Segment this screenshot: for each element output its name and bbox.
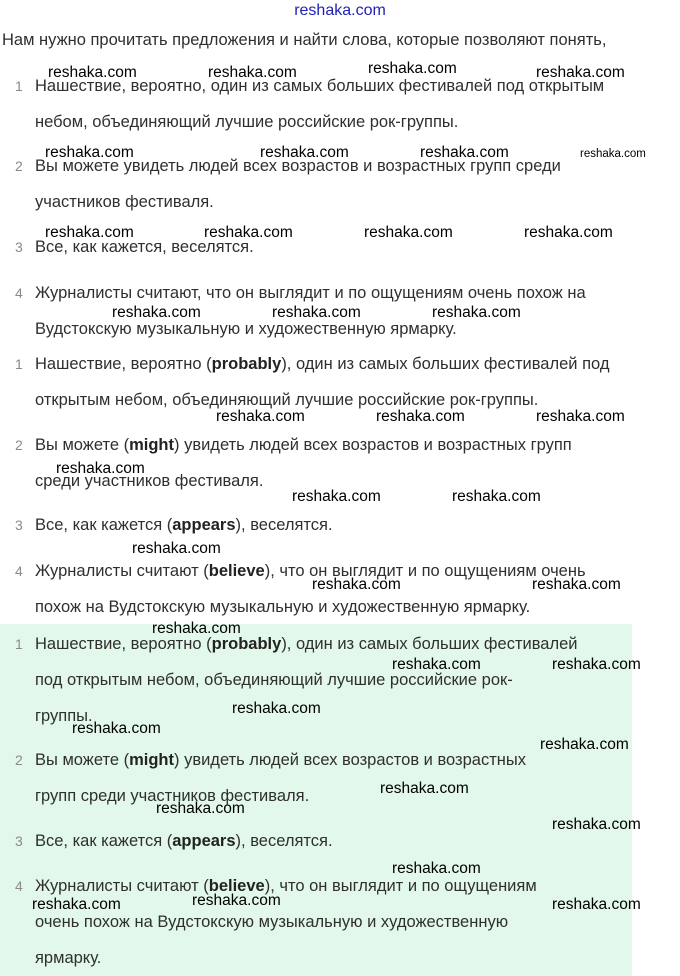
watermark: reshaka.com [152,620,241,637]
watermark: reshaka.com [552,656,641,673]
answer-block [0,624,632,976]
keyword: believe [208,877,265,895]
keyword: might [129,436,174,454]
watermark: reshaka.com [32,896,121,913]
watermark: reshaka.com [216,408,305,425]
watermark: reshaka.com [532,576,621,593]
keyword: appears [172,832,236,850]
item-text: Все, как кажется, веселятся. [35,238,254,256]
keyword: believe [208,562,265,580]
item-number: 3 [15,833,23,849]
watermark: reshaka.com [524,224,613,241]
item-number: 1 [15,78,23,94]
watermark: reshaka.com [260,144,349,161]
item-text: Все, как кажется (appears), веселятся. [35,832,333,850]
watermark: reshaka.com [432,304,521,321]
watermark: reshaka.com [45,144,134,161]
item-text: Вы можете (might) увидеть людей всех возрастов и возрастных групп среди участников фестиваля. [35,436,572,490]
watermark: reshaka.com [540,736,629,753]
watermark: reshaka.com [56,460,145,477]
item-number: 4 [15,563,23,579]
item-number: 2 [15,158,23,174]
item-number: 3 [15,517,23,533]
watermark: reshaka.com [192,892,281,909]
keyword: probably [211,355,282,373]
intro-text: Нам нужно прочитать предложения и найти слова, которые позволяют понять, [2,31,607,49]
item-text: Все, как кажется (appears), веселятся. [35,516,333,534]
item-text: Нашествие, вероятно (probably), один из самых больших фестивалей под открытым небом, объединяющий лучшие российские рок-группы. [35,355,610,409]
item-text: Журналисты считают (believe), что он выглядит и по ощущениям очень похож на Вудстокскую музыкальную и художественную ярмарку. [35,562,586,616]
watermark: reshaka.com [112,304,201,321]
watermark: reshaka.com [452,488,541,505]
watermark: reshaka.com [392,860,481,877]
item-number: 2 [15,437,23,453]
keyword: appears [172,516,236,534]
watermark: reshaka.com [208,64,297,81]
keyword: probably [211,635,282,653]
watermark: reshaka.com [232,700,321,717]
watermark: reshaka.com [368,60,457,77]
item-number: 4 [15,285,23,301]
item-number: 1 [15,356,23,372]
watermark: reshaka.com [536,64,625,81]
item-number: 2 [15,752,23,768]
watermark: reshaka.com [45,224,134,241]
item-text: Нашествие, вероятно (probably), один из самых больших фестивалей под открытым небом, объединяющий лучшие российские рок- группы. [35,635,578,725]
item-text: Журналисты считают, что он выглядит и по ощущениям очень похож на Вудстокскую музыкальную и художественную ярмарку. [35,284,586,338]
watermark: reshaka.com [312,576,401,593]
item-number: 1 [15,636,23,652]
watermark: reshaka.com [292,488,381,505]
item-text: Нашествие, вероятно, один из самых больших фестивалей под открытым небом, объединяющий лучшие российские рок-группы. [35,77,605,131]
site-header-link[interactable]: reshaka.com [294,2,386,19]
watermark: reshaka.com [156,800,245,817]
watermark: reshaka.com [364,224,453,241]
watermark: reshaka.com [48,64,137,81]
item-number: 4 [15,878,23,894]
watermark: reshaka.com [392,656,481,673]
item-text: Вы можете увидеть людей всех возрастов и возрастных групп среди участников фестиваля. [35,157,561,211]
watermark: reshaka.com [72,720,161,737]
item-text: Журналисты считают (believe), что он выглядит и по ощущениям очень похож на Вудстокскую музыкальную и художественную ярмарку. [35,877,537,967]
watermark: reshaka.com [552,896,641,913]
watermark: reshaka.com [272,304,361,321]
watermark: reshaka.com [580,148,646,160]
item-number: 3 [15,239,23,255]
item-text: Вы можете (might) увидеть людей всех возрастов и возрастных групп среди участников фестиваля. [35,751,526,805]
watermark: reshaka.com [552,816,641,833]
keyword: might [129,751,174,769]
watermark: reshaka.com [376,408,465,425]
watermark: reshaka.com [204,224,293,241]
watermark: reshaka.com [536,408,625,425]
watermark: reshaka.com [132,540,221,557]
watermark: reshaka.com [420,144,509,161]
watermark: reshaka.com [380,780,469,797]
